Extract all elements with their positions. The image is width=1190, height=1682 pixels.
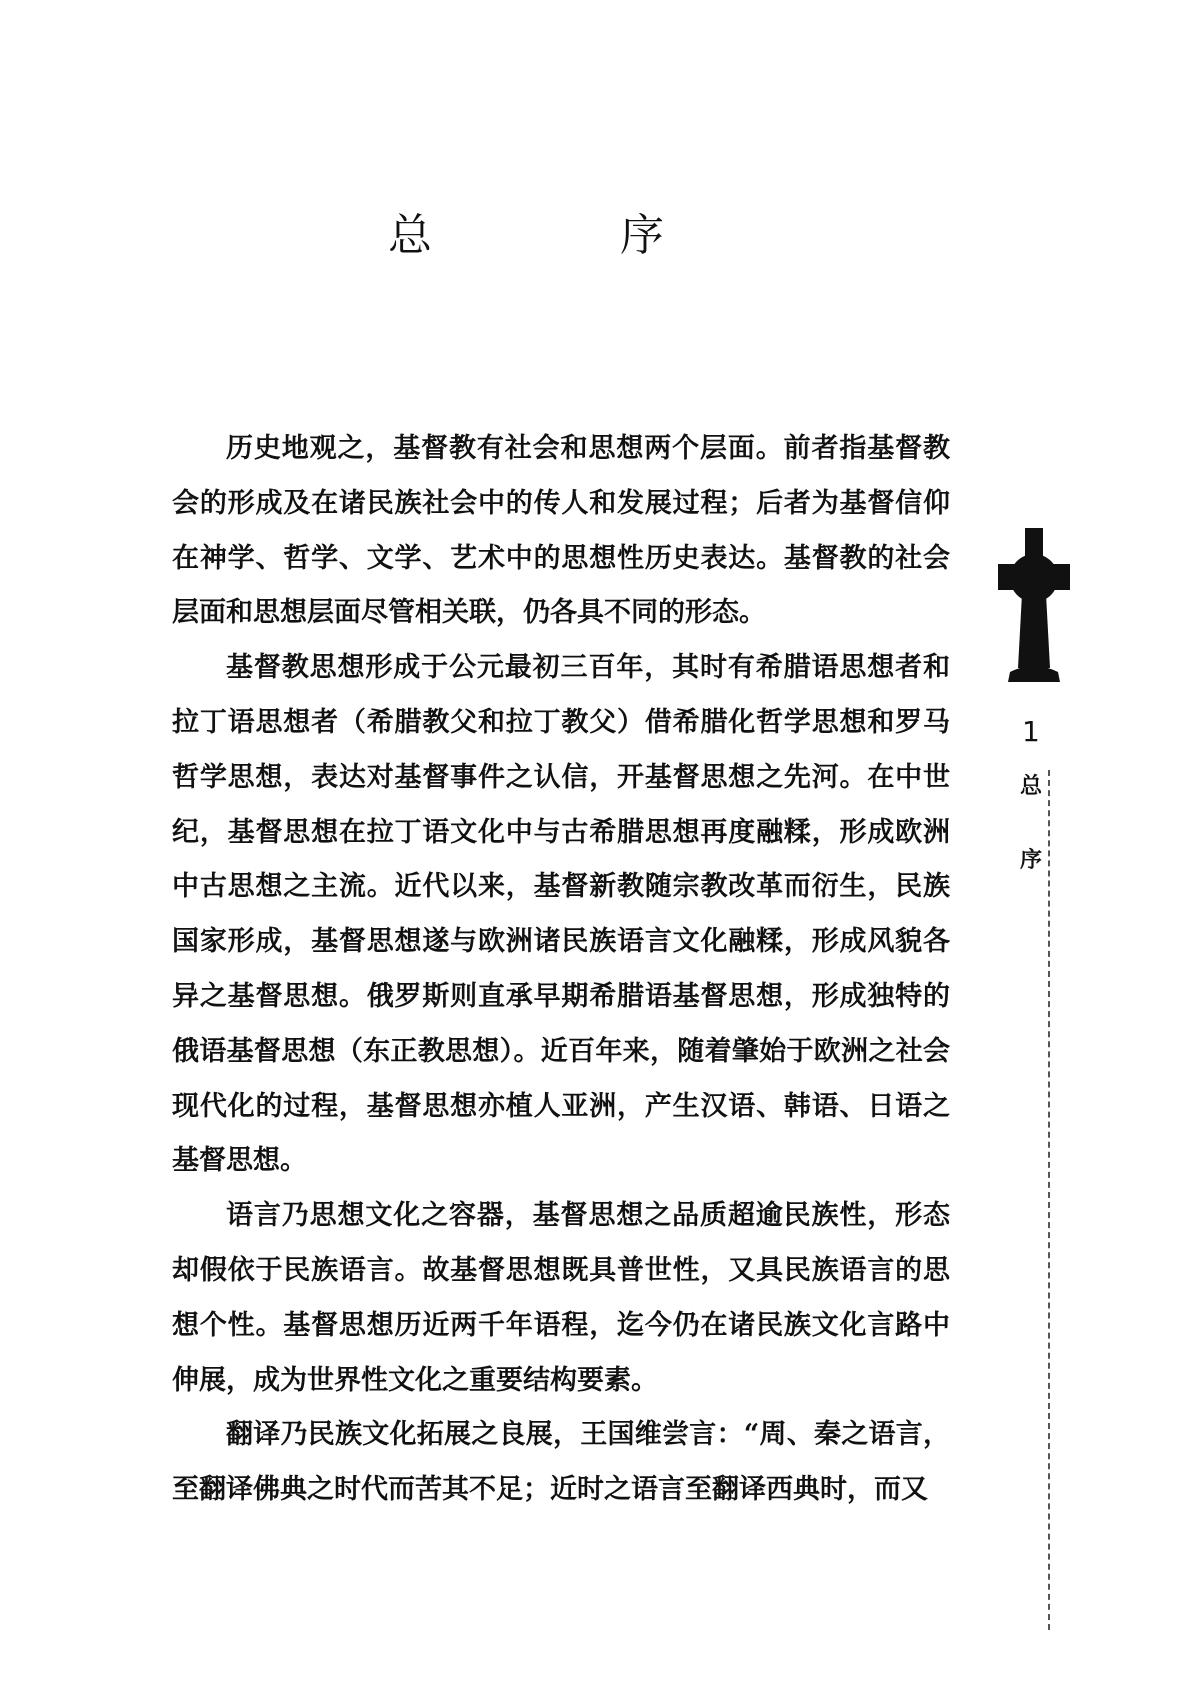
paragraph-1: 历史地观之，基督教有社会和思想两个层面。前者指基督教会的形成及在诸民族社会中的传人和发展过程；后者为基督信仰在神学、哲学、文学、艺术中的思想性历史表达。基督教的社会层面和思想层面尽管相关联，仍各具不同的形态。: [172, 433, 950, 629]
page-title: 总 序: [388, 210, 736, 261]
side-chapter-char-1: 总: [1019, 773, 1042, 799]
side-chapter-char-2: 序: [1019, 847, 1042, 873]
side-dashed-rule: [1048, 770, 1050, 1630]
side-chapter-label: [1016, 768, 1046, 878]
side-page-number: 1: [1022, 715, 1040, 748]
paragraph-4: 翻译乃民族文化拓展之良展，王国维尝言：“周、秦之语言，至翻译佛典之时代而苦其不足；近时之语言至翻译西典时，而又: [172, 1419, 950, 1506]
body-text: [172, 422, 950, 1518]
paragraph-2: 基督教思想形成于公元最初三百年，其时有希腊语思想者和拉丁语思想者（希腊教父和拉丁教父）借希腊化哲学思想和罗马哲学思想，表达对基督事件之认信，开基督思想之先河。在中世纪，基督思想在拉丁语文化中与古希腊思想再度融糅，形成欧洲中古思想之主流。近代以来，基督新教随宗教改革而衍生，民族国家形成，基督思想遂与欧洲诸民族语言文化融糅，形成风貌各异之基督思想。俄罗斯则直承早期希腊语基督思想，形成独特的俄语基督思想（东正教思想）。近百年来，随着肇始于欧洲之社会现代化的过程，基督思想亦植人亚洲，产生汉语、韩语、日语之基督思想。: [172, 652, 950, 1177]
celtic-cross-icon: [998, 528, 1070, 696]
paragraph-3: 语言乃思想文化之容器，基督思想之品质超逾民族性，形态却假依于民族语言。故基督思想既具普世性，又具民族语言的思想个性。基督思想历近两千年语程，迄今仍在诸民族文化言路中伸展，成为世界性文化之重要结构要素。: [172, 1200, 950, 1396]
